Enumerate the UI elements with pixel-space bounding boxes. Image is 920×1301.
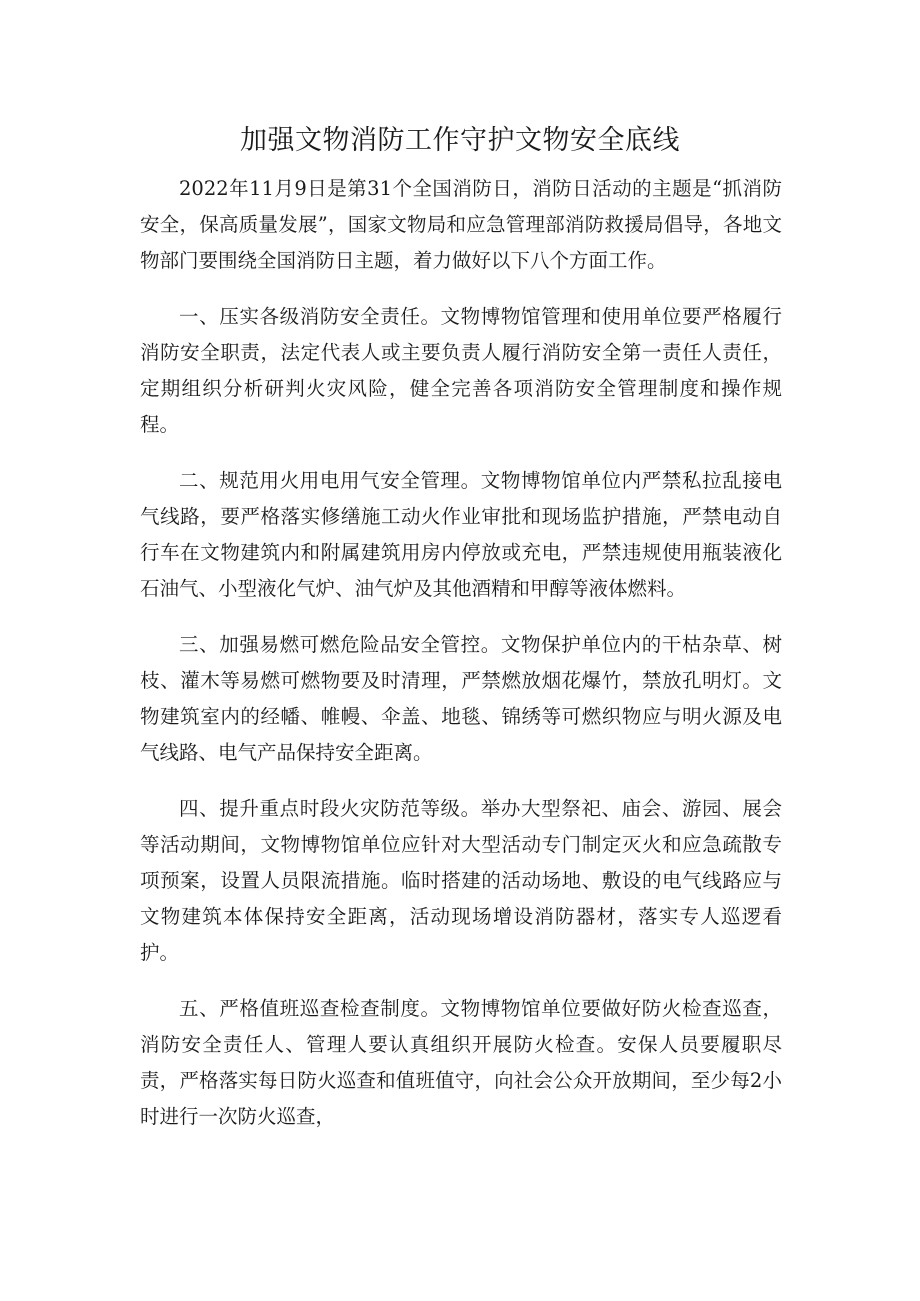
paragraph-item-1: 一、压实各级消防安全责任。文物博物馆管理和使用单位要严格履行消防安全职责，法定代表人或主要负责人履行消防安全第一责任人责任，定期组织分析研判火灾风险，健全完善各项消防安全管理制度和操作规程。 <box>140 305 782 436</box>
document-title: 加强文物消防工作守护文物安全底线 <box>240 125 680 156</box>
paragraph-item-3: 三、加强易燃可燃危险品安全管控。文物保护单位内的干枯杂草、树枝、灌木等易燃可燃物要及时清理，严禁燃放烟花爆竹，禁放孔明灯。文物建筑室内的经幡、帷幔、伞盖、地毯、锦绣等可燃织物应与明火源及电气线路、电气产品保持安全距离。 <box>140 633 782 764</box>
paragraph-item-2: 二、规范用火用电用气安全管理。文物博物馆单位内严禁私拉乱接电气线路，要严格落实修缮施工动火作业审批和现场监护措施，严禁电动自行车在文物建筑内和附属建筑用房内停放或充电，严禁违规使用瓶装液化石油气、小型液化气炉、油气炉及其他酒精和甲醇等液体燃料。 <box>140 469 782 600</box>
paragraph-intro: 2022年11月9日是第31个全国消防日，消防日活动的主题是“抓消防安全，保高质量发展”，国家文物局和应急管理部消防救援局倡导，各地文物部门要围绕全国消防日主题，着力做好以下八个方面工作。 <box>140 177 782 272</box>
paragraph-item-4: 四、提升重点时段火灾防范等级。举办大型祭祀、庙会、游园、展会等活动期间，文物博物馆单位应针对大型活动专门制定灭火和应急疏散专项预案，设置人员限流措施。临时搭建的活动场地、敷设的电气线路应与文物建筑本体保持安全距离，活动现场增设消防器材，落实专人巡逻看护。 <box>140 797 782 964</box>
paragraph-item-5: 五、严格值班巡查检查制度。文物博物馆单位要做好防火检查巡查，消防安全责任人、管理人要认真组织开展防火检查。安保人员要履职尽责，严格落实每日防火巡查和值班值守，向社会公众开放期间，至少每2小时进行一次防火巡查， <box>140 997 782 1128</box>
document-body <box>140 171 782 1155</box>
